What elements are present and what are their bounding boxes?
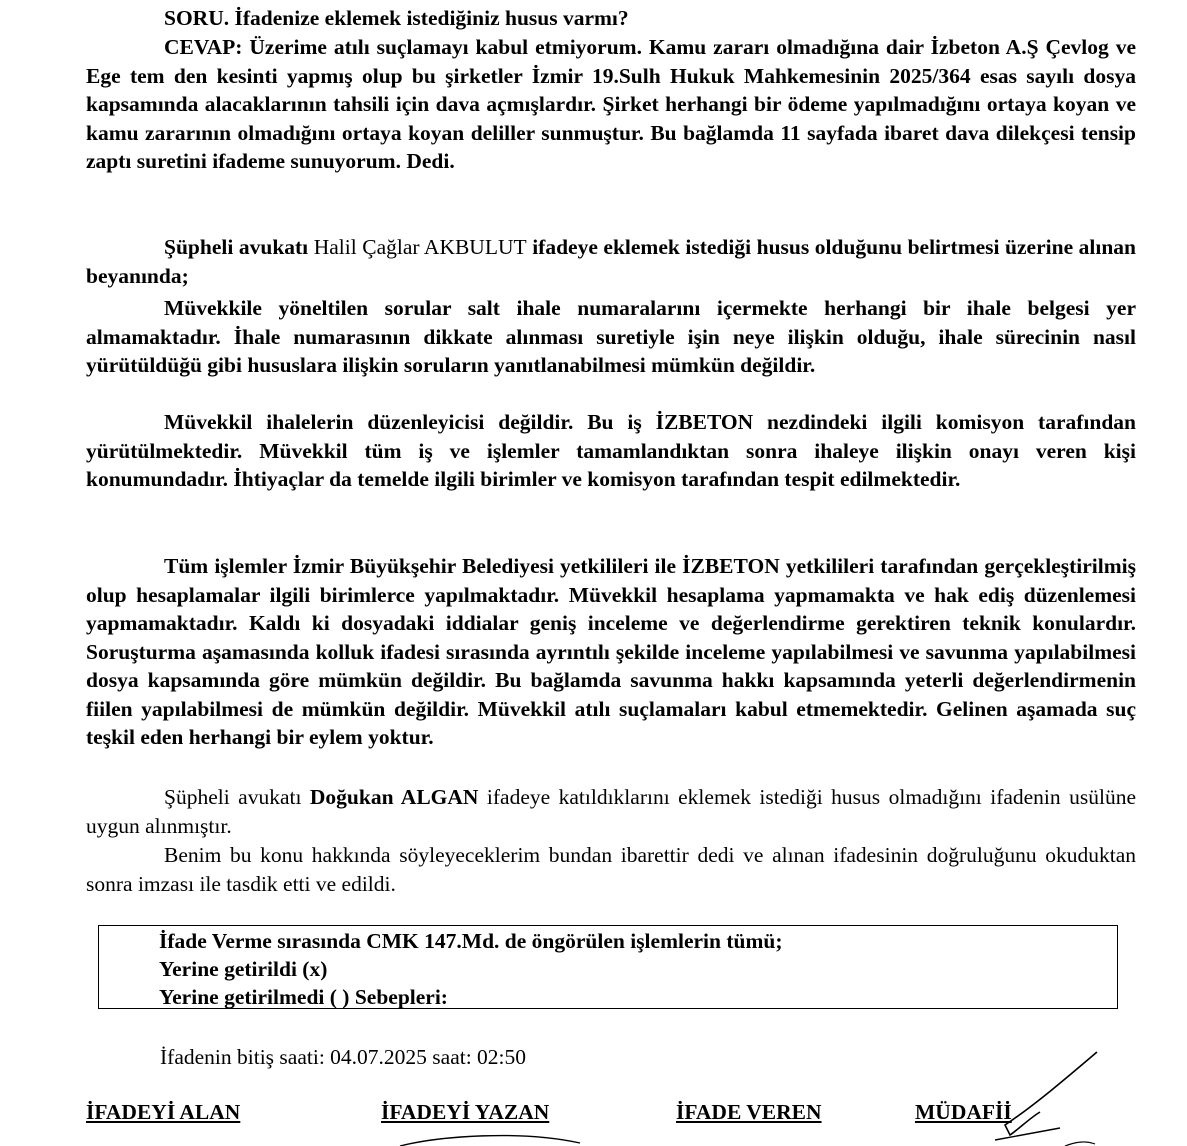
question-line: SORU. İfadenize eklemek istediğiniz husus varmı?	[164, 6, 629, 30]
lawyer1-prefix: Şüpheli avukatı	[164, 235, 309, 259]
defense-paragraph-3: Tüm işlemler İzmir Büyükşehir Belediyesi yetkilileri ile İZBETON yetkilileri tarafından gerçekleştirilmiş olup hesaplamalar ilgili birimlerce yapılmaktadır. Müvekkil hesaplama yapmamakta ve hak ediş düzenlemesi yapmamaktadır. Kaldı ki dosyadaki iddialar geniş inceleme ve değerlendirme gerektiren teknik konulardır. Soruşturma aşamasında kolluk ifadesi sırasında ayrıntılı şekilde inceleme yapılabilmesi ve savunma yapılabilmesi dosya kapsamında göre mümkün değildir. Bu bağlamda savunma hakkı kapsamında yeterli değerlendirmenin fiilen yapılabilmesi de mümkün değildir. Müvekkil atılı suçlamaları kabul etmemektedir. Gelinen aşamada suç teşkil eden herhangi bir eylem yoktur.	[86, 554, 1136, 749]
signature-label-mudafi: MÜDAFİİ	[915, 1100, 1012, 1124]
lawyer1-name: Halil Çağlar AKBULUT	[313, 235, 527, 259]
end-time: İfadenin bitiş saati: 04.07.2025 saat: 02:50	[160, 1045, 527, 1069]
answer-paragraph: CEVAP: Üzerime atılı suçlamayı kabul etmiyorum. Kamu zararı olmadığına dair İzbeton A.Ş Çevlog ve Ege tem den kesinti yapmış olup bu şirketler İzmir 19.Sulh Hukuk Mahkemesinin 2025/364 esas sayılı dosya kapsamında alacaklarının tahsili için dava açmışlardır. Şirket herhangi bir ödeme yapılmadığını ortaya koyan ve kamu zararının olmadığını ortaya koyan deliller sunmuştur. Bu bağlamda 11 sayfada ibaret dava dilekçesi tensip zaptı suretini ifademe sunuyorum. Dedi.	[86, 35, 1136, 173]
defense-paragraph-1: Müvekkile yöneltilen sorular salt ihale numaralarını içermekte herhangi bir ihale belgesi yer almamaktadır. İhale numarasının dikkate alınması suretiyle işin neye ilişkin olduğu, ihale sürecinin nasıl yürütüldüğü gibi hususlara ilişkin soruların yanıtlanabilmesi mümkün değildir.	[86, 296, 1136, 377]
mudafi-signature-mark	[1005, 1052, 1097, 1135]
signature-label-ifadeyi-alan: İFADEYİ ALAN	[86, 1100, 241, 1124]
lawyer1-suffix: ifadeye eklemek istediği husus olduğunu belirtmesi üzerine alınan beyanında;	[86, 235, 1137, 288]
mudafi-signature-underline	[995, 1128, 1060, 1140]
cmk-box-line-3: Yerine getirilmedi ( ) Sebepleri:	[159, 985, 448, 1009]
lawyer2-prefix: Şüpheli avukatı	[164, 785, 302, 809]
signature-label-ifadeyi-yazan: İFADEYİ YAZAN	[381, 1100, 550, 1124]
closing-paragraph: Benim bu konu hakkında söyleyeceklerim bundan ibarettir dedi ve alınan ifadesinin doğruluğunu okuduktan sonra imzası ile tasdik etti ve edildi.	[86, 843, 1136, 896]
lawyer2-suffix: ifadeye katıldıklarını eklemek istediği husus olmadığını ifadenin usülüne uygun alınmıştır.	[86, 785, 1136, 838]
cmk-box-line-2: Yerine getirildi (x)	[159, 957, 328, 981]
lawyer2-name: Doğukan ALGAN	[309, 785, 479, 809]
yazan-signature-arc	[400, 1136, 580, 1146]
cmk-box-line-1: İfade Verme sırasında CMK 147.Md. de öngörülen işlemlerin tümü;	[159, 929, 783, 953]
signature-label-ifade-veren: İFADE VEREN	[676, 1100, 822, 1124]
defense-paragraph-2: Müvekkil ihalelerin düzenleyicisi değildir. Bu iş İZBETON nezdindeki ilgili komisyon tarafından yürütülmektedir. Müvekkil tüm iş ve işlemler tamamlandıktan sonra ihaleye ilişkin onayı veren kişi konumundadır. İhtiyaçlar da temelde ilgili birimler ve komisyon tarafından tespit edilmektedir.	[86, 410, 1136, 491]
mudafi-signature-tail	[1065, 1142, 1095, 1146]
